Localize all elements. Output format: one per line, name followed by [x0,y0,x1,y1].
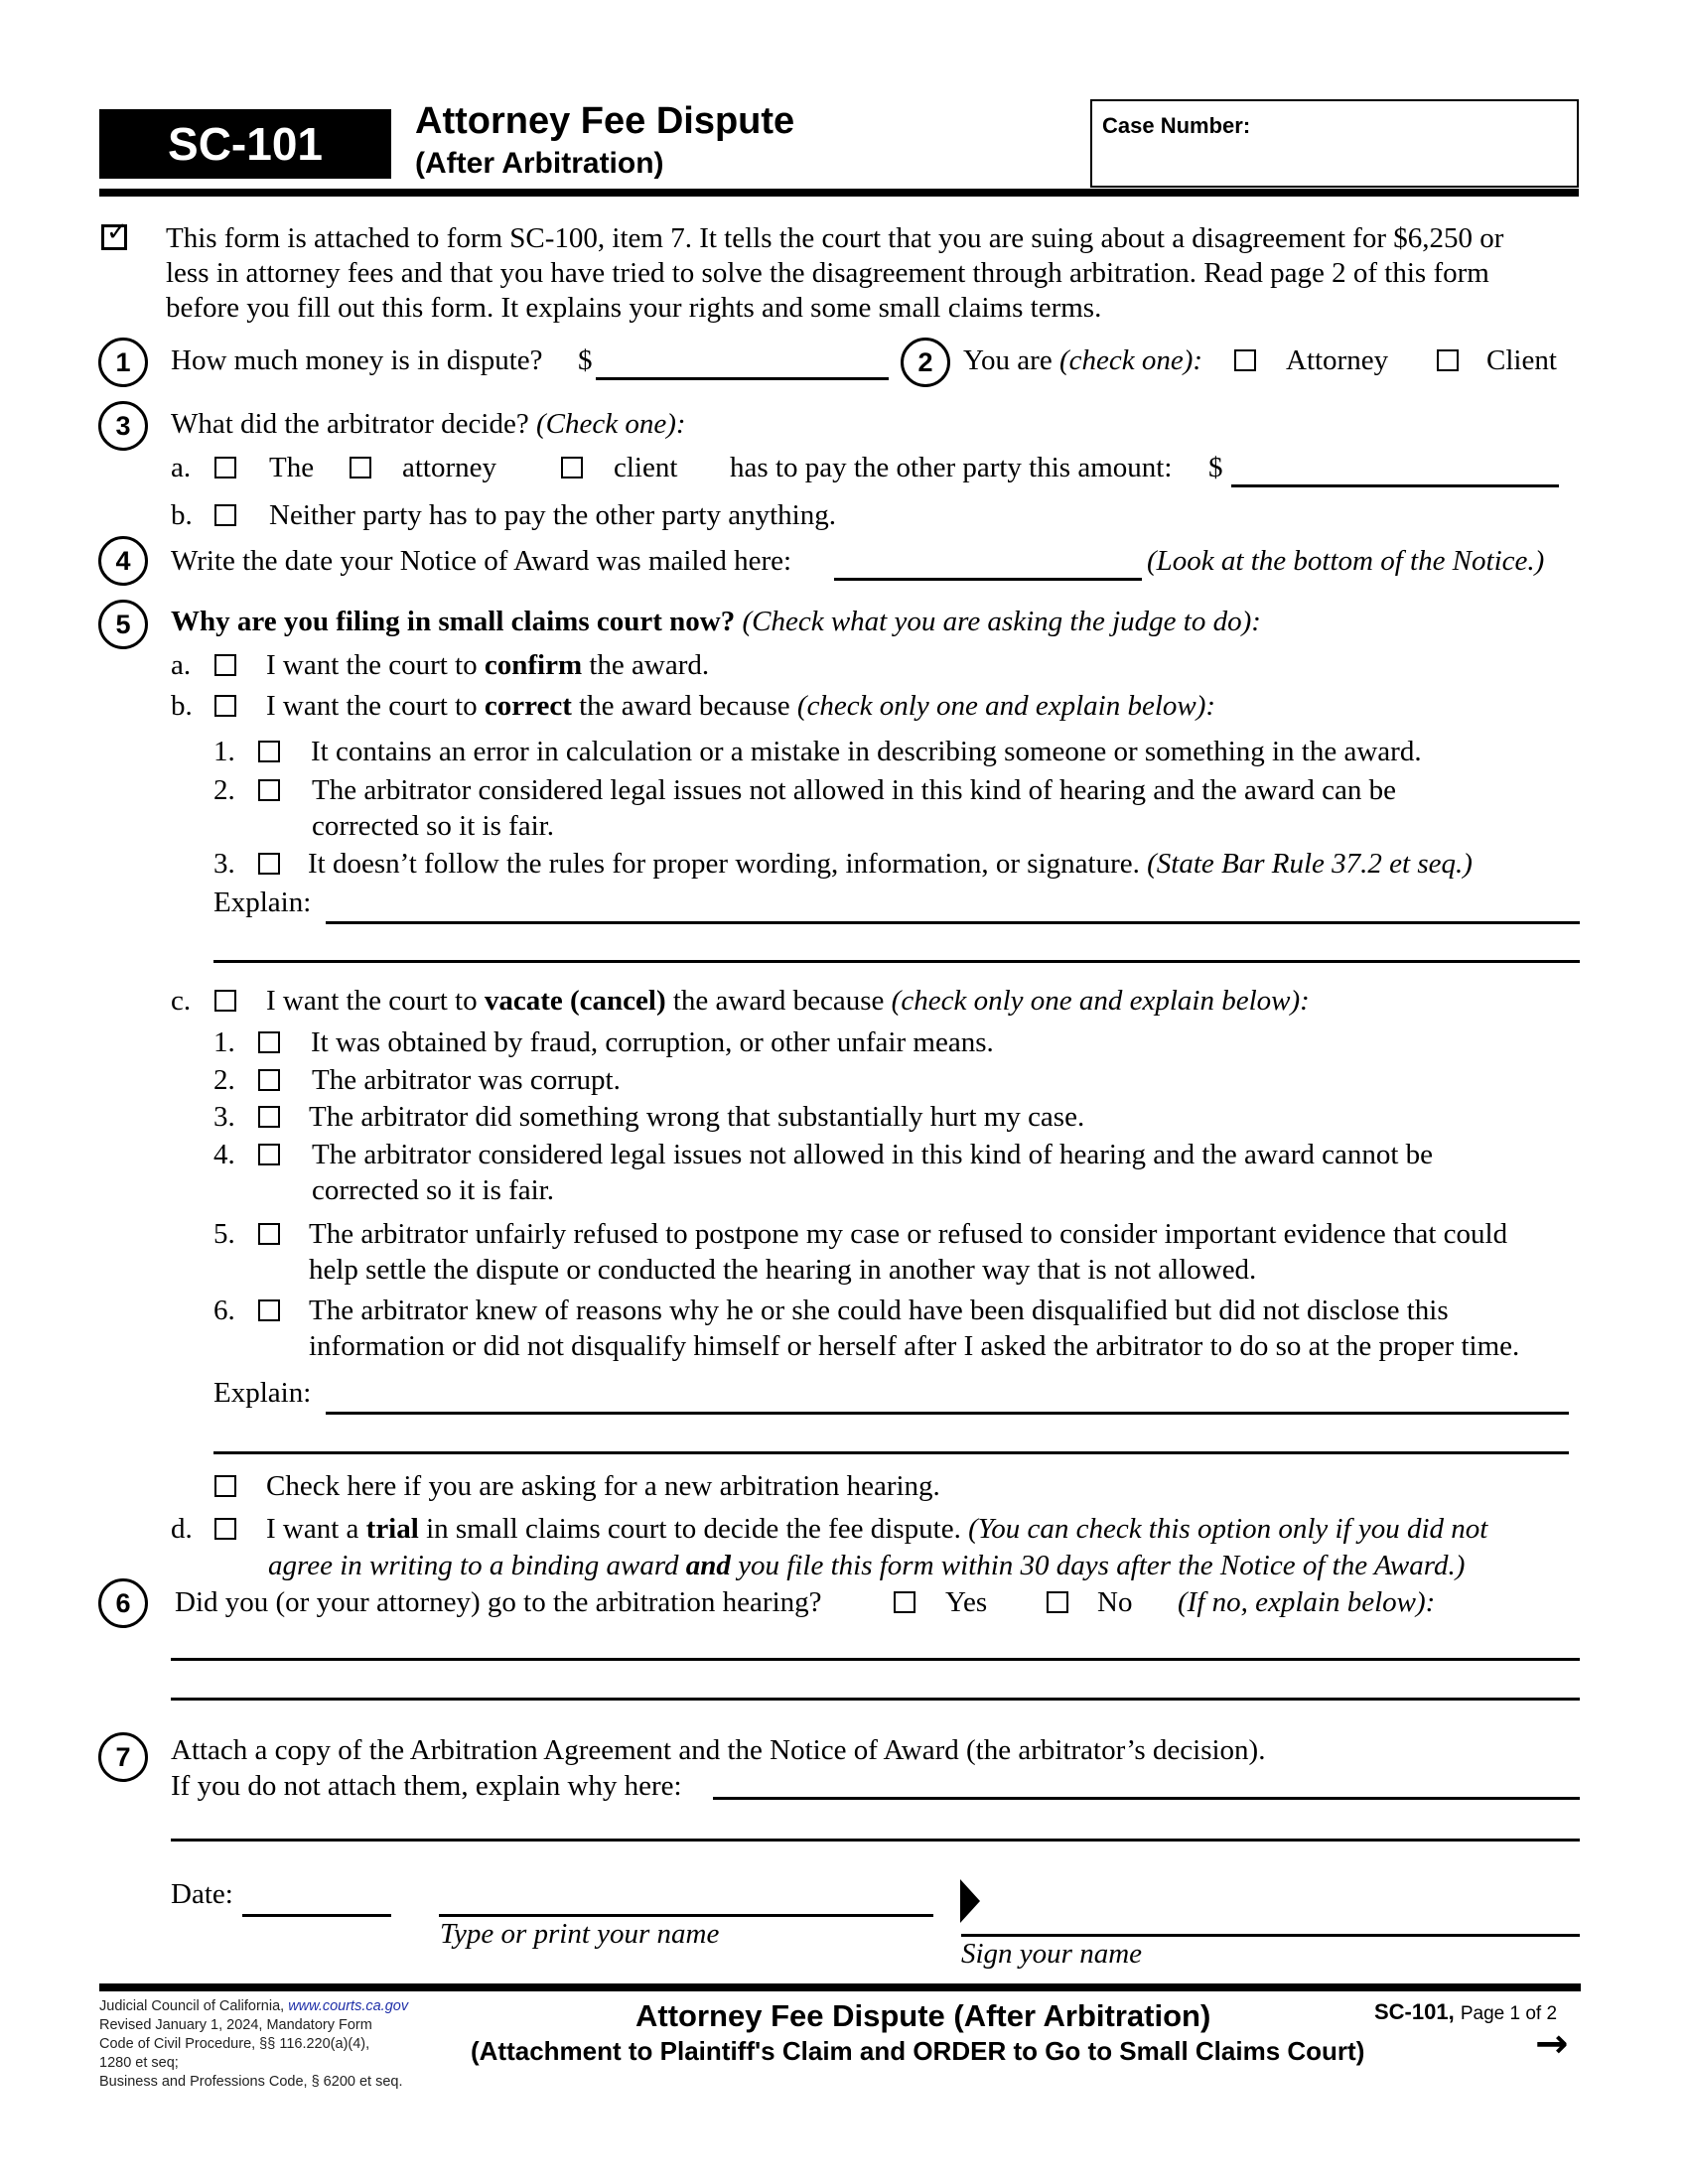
item-5-hint: (Check what you are asking the judge to do): [742,606,1261,637]
correct-reason-2-checkbox[interactable] [258,779,280,801]
vacate-reason-3-checkbox[interactable] [258,1106,280,1128]
vacate-reason-2-checkbox[interactable] [258,1069,280,1091]
vacate-reason-4-text-1: The arbitrator considered legal issues not allowed in this kind of hearing and the award cannot be [312,1139,1434,1170]
attended-no-checkbox[interactable] [1047,1591,1068,1613]
form-code-badge [99,109,391,179]
vacate-reason-6-num: 6. [213,1295,235,1326]
correct-reason-3-num: 3. [213,848,235,880]
vacate-reason-6-text-2: information or did not disqualify himself or herself after I asked the arbitrator to do so at the proper time. [309,1330,1520,1362]
item-5a-text: I want the court to confirm the award. [266,649,710,681]
item-3-number: 3 [98,401,148,451]
attach-explain-input-1[interactable] [713,1767,1580,1800]
page-title: Attorney Fee Dispute [415,100,795,142]
footer-title: Attorney Fee Dispute (After Arbitration) [635,1998,1211,2033]
item-3b-checkbox[interactable] [214,504,236,526]
vacate-reason-3-text: The arbitrator did something wrong that substantially hurt my case. [309,1101,1085,1133]
correct-explain-input-2[interactable] [213,930,1580,963]
item-1-question: How much money is in dispute? [171,344,543,376]
footer-page-number: Page 1 of 2 [1460,2003,1558,2024]
vacate-reason-4-text-2: corrected so it is fair. [312,1174,554,1206]
correct-reason-2-text-1: The arbitrator considered legal issues not allowed in this kind of hearing and the award can be [312,774,1396,806]
item-3a-client-checkbox[interactable] [561,457,583,478]
item-4-number: 4 [98,536,148,586]
signature-date-input[interactable] [242,1884,391,1917]
vacate-reason-6-checkbox[interactable] [258,1299,280,1321]
footer-subtitle: (Attachment to Plaintiff's Claim and ORDER to Go to Small Claims Court) [471,2036,1365,2066]
intro-line-2: less in attorney fees and that you have tried to solve the disagreement through arbitration. Read page 2 of this form [166,257,1489,289]
item-5-number: 5 [98,600,148,649]
item-3-hint: (Check one): [535,408,686,440]
correct-reason-1-checkbox[interactable] [258,741,280,762]
item-5d-letter: d. [171,1513,193,1545]
date-label: Date: [171,1878,233,1910]
intro-line-1: This form is attached to form SC-100, item 7. It tells the court that you are suing about a disagreement for $6,250 or [166,222,1504,254]
vacate-reason-1-text: It was obtained by fraud, corruption, or other unfair means. [311,1026,994,1058]
item-4-hint: (Look at the bottom of the Notice.) [1147,545,1545,577]
footer-website-link[interactable]: www.courts.ca.gov [288,1998,409,2014]
printed-name-caption: Type or print your name [440,1918,720,1950]
vacate-reason-4-num: 4. [213,1139,235,1170]
correct-reason-2-text-2: corrected so it is fair. [312,810,554,842]
client-checkbox[interactable] [1437,349,1459,371]
attach-explain-input-2[interactable] [171,1809,1580,1842]
attorney-checkbox[interactable] [1234,349,1256,371]
item-5c-text: I want the court to vacate (cancel) the award because (check only one and explain below): [266,985,1310,1017]
item-3b-letter: b. [171,499,193,531]
item-3-question: What did the arbitrator decide? (Check one): [171,408,686,440]
vacate-award-checkbox[interactable] [214,990,236,1012]
item-6-question: Did you (or your attorney) go to the arbitration hearing? [175,1586,822,1618]
item-3a-attorney-label: attorney [402,452,497,483]
correct-reason-3-checkbox[interactable] [258,853,280,875]
item-1-number: 1 [98,338,148,387]
item-3b-text: Neither party has to pay the other party anything. [269,499,836,531]
correct-reason-1-num: 1. [213,736,235,767]
intro-checkbox[interactable] [101,217,128,250]
new-hearing-label: Check here if you are asking for a new arbitration hearing. [266,1470,940,1502]
vacate-reason-5-text-1: The arbitrator unfairly refused to postpone my case or refused to consider important evidence that could [309,1218,1508,1250]
form-code: SC-101 [168,118,323,170]
vacate-reason-4-checkbox[interactable] [258,1144,280,1165]
footer-council: Judicial Council of California, [99,1998,285,2014]
item-5a-letter: a. [171,649,192,681]
correct-reason-3-text: It doesn’t follow the rules for proper wording, information, or signature. (State Bar Rule 37.2 et seq.) [308,848,1473,880]
case-number-box[interactable] [1090,99,1579,188]
arbitrator-amount-input[interactable] [1231,455,1559,487]
attended-yes-checkbox[interactable] [894,1591,915,1613]
item-5-question: Why are you filing in small claims court now? (Check what you are asking the judge to do): [171,606,1261,637]
page-subtitle: (After Arbitration) [415,147,664,180]
hearing-explain-input-2[interactable] [171,1668,1580,1701]
item-5d-text: I want a trial in small claims court to decide the fee dispute. (You can check this option only if you did not [266,1513,1488,1545]
item-7-number: 7 [98,1732,148,1782]
item-7-line-2: If you do not attach them, explain why here: [171,1770,682,1802]
item-3a-the-label: The [269,452,315,483]
confirm-award-checkbox[interactable] [214,654,236,676]
item-3a-checkbox[interactable] [214,457,236,478]
vacate-explain-input-1[interactable] [326,1382,1569,1415]
vacate-reason-5-num: 5. [213,1218,235,1250]
signature-caption: Sign your name [961,1938,1143,1970]
item-6-number: 6 [98,1578,148,1628]
item-3a-client-label: client [614,452,678,483]
attorney-label: Attorney [1286,344,1389,376]
hearing-explain-input-1[interactable] [171,1628,1580,1661]
correct-reason-2-num: 2. [213,774,235,806]
footer-form-code: SC-101, [1374,1999,1455,2024]
vacate-reason-6-text-1: The arbitrator knew of reasons why he or she could have been disqualified but did not disclose this [309,1295,1449,1326]
attended-yes-label: Yes [945,1586,988,1618]
signature-input[interactable] [961,1904,1580,1937]
item-3a-rest: has to pay the other party this amount: [730,452,1173,483]
footer-code-2: 1280 et seq; [99,2055,179,2071]
checkmark-icon: ✓ [106,217,128,247]
item-2-number: 2 [901,338,950,387]
item-5d-hint-line-2: agree in writing to a binding award and you file this form within 30 days after the Notice of the Award.) [268,1550,1466,1581]
intro-line-3: before you fill out this form. It explains your rights and some small claims terms. [166,292,1102,324]
case-number-input[interactable] [1102,145,1568,183]
item-3a-attorney-checkbox[interactable] [350,457,371,478]
item-5b-letter: b. [171,690,193,722]
next-page-arrow-icon[interactable]: → [1535,2021,1569,2067]
footer-rule [99,1983,1581,1991]
vacate-reason-2-num: 2. [213,1064,235,1096]
item-3a-letter: a. [171,452,192,483]
item-2-question: You are (check one): [963,344,1203,376]
vacate-explain-input-2[interactable] [213,1422,1569,1454]
footer-code-3: Business and Professions Code, § 6200 et seq. [99,2074,403,2090]
trial-checkbox[interactable] [214,1518,236,1540]
correct-explain-input-1[interactable] [326,891,1580,924]
item-1-currency: $ [578,344,593,376]
item-5c-letter: c. [171,985,192,1017]
header-rule [99,189,1579,197]
item-5b-text: I want the court to correct the award because (check only one and explain below): [266,690,1216,722]
footer-page-info [1374,1998,1557,2028]
case-number-label: Case Number: [1102,113,1251,138]
amount-in-dispute-input[interactable] [596,347,889,380]
item-2-hint: (check one): [1058,344,1203,376]
new-hearing-checkbox[interactable] [214,1475,236,1497]
vacate-reason-2-text: The arbitrator was corrupt. [312,1064,621,1096]
correct-award-checkbox[interactable] [214,695,236,717]
footer-citation [99,1997,408,2092]
vacate-reason-5-checkbox[interactable] [258,1223,280,1245]
printed-name-input[interactable] [439,1884,933,1917]
notice-date-input[interactable] [834,548,1142,581]
vacate-reason-5-text-2: help settle the dispute or conducted the hearing in another way that is not allowed. [309,1254,1257,1286]
correct-explain-label: Explain: [213,887,312,918]
correct-reason-1-text: It contains an error in calculation or a mistake in describing someone or something in the award. [311,736,1422,767]
item-4-question: Write the date your Notice of Award was mailed here: [171,545,792,577]
vacate-reason-3-num: 3. [213,1101,235,1133]
item-6-hint: (If no, explain below): [1178,1586,1436,1618]
footer-revised: Revised January 1, 2024, Mandatory Form [99,2017,372,2033]
vacate-explain-label: Explain: [213,1377,312,1409]
client-label: Client [1486,344,1557,376]
item-7-line-1: Attach a copy of the Arbitration Agreement and the Notice of Award (the arbitrator’s decision). [171,1734,1266,1766]
vacate-reason-1-num: 1. [213,1026,235,1058]
attended-no-label: No [1097,1586,1133,1618]
footer-code-1: Code of Civil Procedure, §§ 116.220(a)(4), [99,2036,370,2052]
item-3a-currency: $ [1208,452,1223,483]
vacate-reason-1-checkbox[interactable] [258,1031,280,1053]
